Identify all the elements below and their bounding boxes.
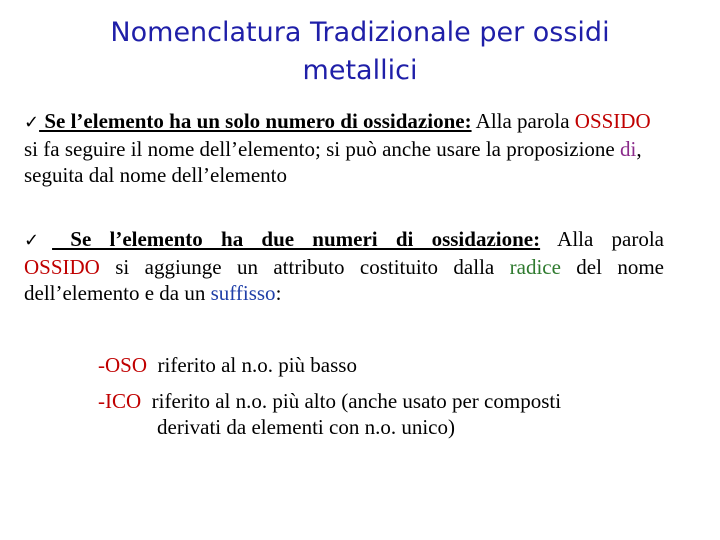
rule-text: Alla parola [540,227,664,251]
page-title [40,14,680,90]
suffix-ico-label: -ICO [98,389,142,413]
rule-heading: Se l’elemento ha un solo numero di ossidazione: [39,109,472,133]
rule-text: si aggiunge un attributo costituito dalla [99,255,510,279]
rule-text: , seguita dal nome dell’elemento [24,137,642,187]
checkmark-icon: ✓ [24,230,53,251]
keyword-suffisso: suffisso [210,281,276,305]
suffix-oso-label: -OSO [98,353,148,377]
rule-text: si fa seguire il nome dell’elemento; si può anche usare la proposizione [24,137,620,161]
suffix-ico [98,388,698,440]
keyword-di: di [619,137,637,161]
suffix-oso-text: riferito al n.o. più basso [147,353,357,377]
keyword-ossido: OSSIDO [24,255,100,279]
suffix-ico-continuation: derivati da elementi con n.o. unico) [157,415,455,439]
suffix-ico-text: riferito al n.o. più alto (anche usato per composti [141,389,562,413]
rule-single-oxidation [24,108,664,188]
rule-text: Alla parola [471,109,575,133]
keyword-ossido: OSSIDO [574,109,651,133]
checkmark-icon: ✓ [24,112,40,133]
rule-heading: Se l’elemento ha due numeri di ossidazione: [52,227,541,251]
keyword-radice: radice [509,255,561,279]
rule-text: : [275,281,282,305]
rule-text: del nome dell’elemento e da un [24,255,664,305]
rule-two-oxidation [24,226,664,306]
title-line-2: metallici [302,55,418,86]
title-line-1: Nomenclatura Tradizionale per ossidi [110,17,610,48]
suffix-oso [98,352,698,378]
rule-first-line [24,226,664,254]
